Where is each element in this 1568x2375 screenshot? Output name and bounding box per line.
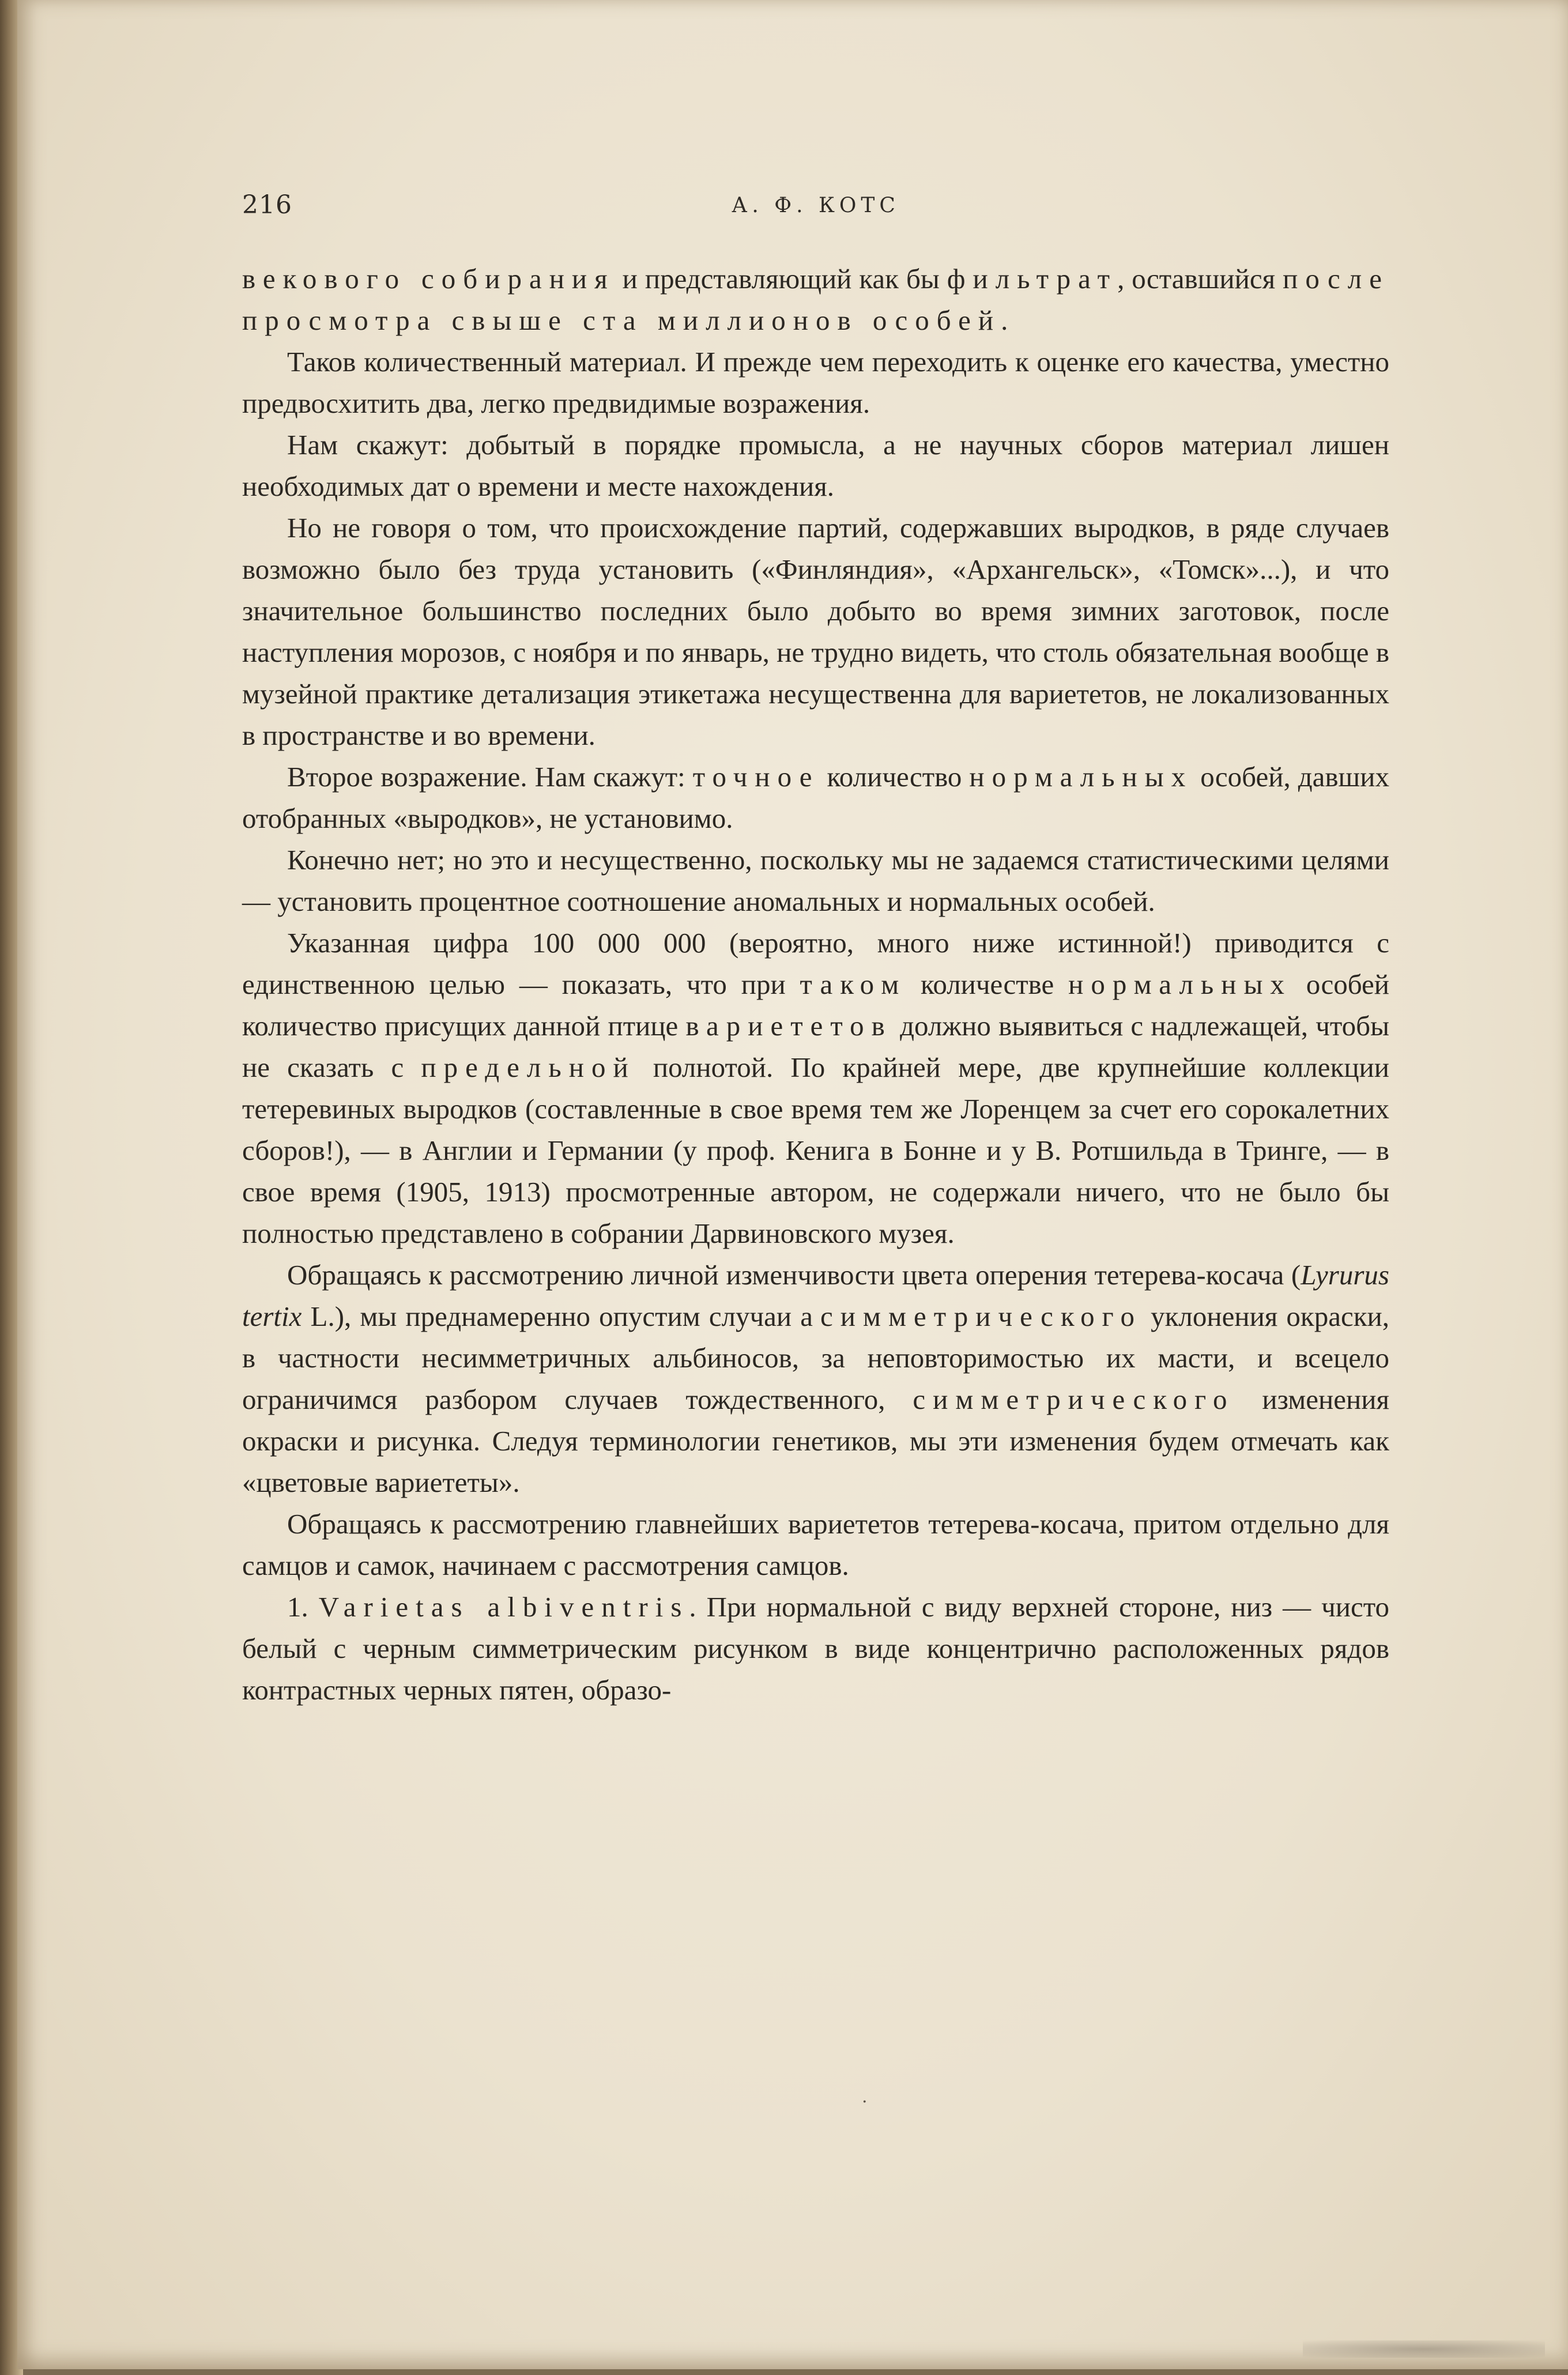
- paragraph: [242, 1586, 1389, 1711]
- paragraph-text: особей количество присущих данной птице: [242, 968, 1390, 1042]
- paragraph-text: должно выявиться с надлежащей, чтобы не сказать с: [242, 1010, 1389, 1083]
- footer-mark: .: [862, 2087, 868, 2107]
- paragraph: [242, 1503, 1389, 1586]
- paragraph-text: Второе возражение. Нам скажут:: [287, 761, 693, 793]
- paragraph: [242, 424, 1389, 507]
- italic-text: Lyrurus tertix: [242, 1259, 1389, 1332]
- paragraph-text: уклонения окраски, в частности несимметричных альбиносов, за неповторимостью их масти, и всецело ограничимся разбором случаев тождественного,: [242, 1300, 1390, 1415]
- paragraph: [242, 341, 1389, 424]
- page-number: 216: [242, 190, 292, 220]
- spaced-emphasis-text: вариететов: [685, 1010, 892, 1042]
- spaced-emphasis-text: фильтрат: [947, 263, 1118, 295]
- spaced-emphasis-text: таком: [800, 968, 907, 1000]
- spaced-emphasis-text: после просмотра свыше ста миллионов особей: [242, 263, 1389, 336]
- page-stain: [1303, 2340, 1545, 2358]
- spaced-emphasis-text: нормальных: [969, 761, 1193, 793]
- paragraph-text: и представляющий как бы: [615, 263, 947, 295]
- paragraph: [242, 839, 1389, 922]
- paragraph-text: Обращаясь к рассмотрению главнейших вариететов тетерева-косача, притом отдельно для самцов и самок, начинаем с рассмотрения самцов.: [242, 1508, 1389, 1581]
- paragraph-text: изменения окраски и рисунка. Следуя терминологии генетиков, мы эти изменения будем отмечать как «цветовые вариететы».: [242, 1383, 1389, 1498]
- paragraph-text: Но не говоря о том, что происхождение партий, содержавших выродков, в ряде случаев возможно было без труда установить («Финляндия», «Архангельск», «Томск»...), и что значительное большинство последних было добыто во время зимних заготовок, после наступления морозов, с ноября и по январь, не трудно видеть, что столь обязательная вообще в музейной практике детализация этикетажа несущественна для вариететов, не локализованных в пространстве и во времени.: [242, 512, 1389, 751]
- paragraph-text: Конечно нет; но это и несущественно, поскольку мы не задаемся статистическими целями — установить процентное соотношение аномальных и нормальных особей.: [242, 844, 1389, 917]
- paragraph-text: количестве: [906, 968, 1069, 1000]
- paragraph-text: количество: [819, 761, 970, 793]
- paragraph-text: Нам скажут: добытый в порядке промысла, а не научных сборов материал лишен необходимых дат о времени и месте нахождения.: [242, 429, 1389, 502]
- paragraph-text: , оставшийся: [1117, 263, 1283, 295]
- article-body: [242, 258, 1389, 1711]
- spaced-emphasis-text: предельной: [421, 1051, 636, 1083]
- paragraph-text: Указанная цифра 100 000 000 (вероятно, много ниже истинной!) приводится с единственною целью — показать, что при: [242, 927, 1389, 1000]
- spaced-emphasis-text: векового собирания: [242, 263, 615, 295]
- spaced-emphasis-text: нормальных: [1068, 968, 1292, 1000]
- paragraph-text: особей, давших отобранных «выродков», не установимо.: [242, 761, 1389, 834]
- running-head: А. Ф. КОТС: [732, 194, 900, 217]
- paragraph-text: .: [1001, 304, 1008, 336]
- paragraph-text: L.), мы преднамеренно опустим случаи: [301, 1300, 801, 1332]
- paragraph-text: Таков количественный материал. И прежде чем переходить к оценке его качества, уместно предвосхитить два, легко предвидимые возражения.: [242, 346, 1389, 419]
- spaced-emphasis-text: симметрического: [913, 1383, 1235, 1415]
- paragraph: [242, 507, 1389, 756]
- paragraph-text: 1.: [287, 1591, 319, 1623]
- page-header: [242, 190, 1389, 236]
- paragraph-text: полнотой. По крайней мере, две крупнейшие коллекции тетеревиных выродков (составленные в свое время тем же Лоренцем за счет его сорокалетних сборов!), — в Англии и Германии (у проф. Кенига в Бонне и у В. Ротшильда в Тринге, — в свое время (1905, 1913) просмотренные автором, не содержали ничего, что не было бы полностью представлено в собрании Дарвиновского музея.: [242, 1051, 1389, 1249]
- spaced-emphasis-text: Varietas albiventris: [318, 1591, 689, 1623]
- paragraph: [242, 922, 1389, 1254]
- paragraph: [242, 756, 1389, 839]
- spaced-emphasis-text: асимметрического: [800, 1300, 1143, 1332]
- spaced-emphasis-text: точное: [692, 761, 820, 793]
- paragraph-text: Обращаясь к рассмотрению личной изменчивости цвета оперения тетерева-косача (: [287, 1259, 1301, 1291]
- paragraph: [242, 1254, 1389, 1503]
- paragraph: [242, 258, 1389, 341]
- paragraph-text: . При нормальной с виду верхней стороне, низ — чисто белый с черным симметрическим рисунком в виде концентрично расположенных рядов контрастных черных пятен, образо-: [242, 1591, 1390, 1706]
